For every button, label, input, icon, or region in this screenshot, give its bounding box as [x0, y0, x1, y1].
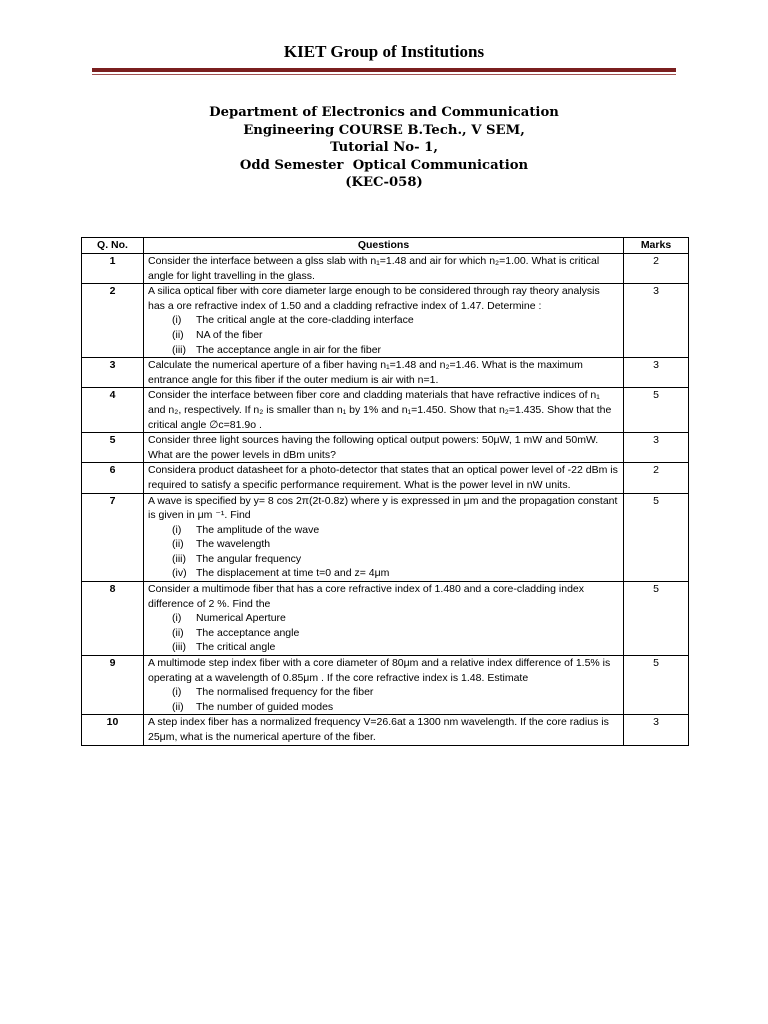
question-text: Consider a multimode fiber that has a core refractive index of 1.480 and a core-cladding index difference of 2 %. Find the [148, 583, 584, 610]
table-row [82, 433, 689, 463]
sub-question-number: (i) [172, 523, 182, 536]
question-marks: 5 [624, 493, 689, 582]
question-marks: 3 [624, 433, 689, 463]
sub-question [148, 313, 619, 328]
table-row [82, 656, 689, 715]
table-row [82, 493, 689, 582]
sub-question [148, 700, 619, 715]
question-number: 5 [82, 433, 144, 463]
question-marks: 5 [624, 388, 689, 433]
question-cell [144, 358, 624, 388]
question-marks: 5 [624, 656, 689, 715]
question-marks: 3 [624, 715, 689, 745]
question-number: 4 [82, 388, 144, 433]
questions-table [81, 237, 689, 746]
sub-question [148, 626, 619, 641]
sub-question-number: (iii) [172, 552, 186, 565]
question-number: 6 [82, 463, 144, 493]
sub-question-text: The acceptance angle in air for the fiber [196, 343, 382, 356]
sub-question-number: (iii) [172, 641, 186, 654]
sub-question-text: The amplitude of the wave [196, 523, 320, 536]
sub-question-number: (ii) [172, 538, 184, 551]
institute-name: KIET Group of Institutions [283, 42, 485, 61]
question-text: Considera product datasheet for a photo-detector that states that an optical power level of -22 dBm is required to satisfy a specific performance requirement. What is the power level in nW units. [148, 464, 618, 491]
question-cell [144, 254, 624, 284]
table-header-row [82, 238, 689, 254]
sub-question-number: (ii) [172, 328, 184, 341]
sub-question [148, 537, 619, 552]
tutorial-heading [0, 104, 768, 192]
question-text: A multimode step index fiber with a core diameter of 80μm and a relative index difference of 1.5% is operating at a wavelength of 0.85μm . If the core refractive index is 1.48. Estimate [148, 657, 611, 684]
heading-line-department: Department of Electronics and Communication [209, 105, 559, 120]
sub-question-number: (i) [172, 314, 182, 327]
sub-question-number: (iii) [172, 343, 186, 356]
question-text: A step index fiber has a normalized frequency V=26.6at a 1300 nm wavelength. If the core radius is 25μm, what is the numerical aperture of the fiber. [148, 716, 609, 743]
sub-question [148, 640, 619, 655]
column-header-qno: Q. No. [82, 238, 144, 254]
sub-question [148, 611, 619, 626]
question-cell [144, 433, 624, 463]
sub-question-text: The acceptance angle [196, 626, 300, 639]
questions-table-body [82, 254, 689, 746]
header-rule [92, 68, 676, 72]
question-number: 8 [82, 582, 144, 656]
sub-question-text: The displacement at time t=0 and z= 4μm [196, 567, 390, 580]
question-marks: 3 [624, 358, 689, 388]
sub-question-number: (ii) [172, 700, 184, 713]
sub-question [148, 523, 619, 538]
question-number: 1 [82, 254, 144, 284]
sub-question-text: NA of the fiber [196, 328, 263, 341]
question-number: 3 [82, 358, 144, 388]
question-number: 10 [82, 715, 144, 745]
table-row [82, 582, 689, 656]
sub-question [148, 685, 619, 700]
question-cell [144, 715, 624, 745]
question-text: Consider the interface between a glss slab with n₁=1.48 and air for which n₂=1.00. What is critical angle for light travelling in the glass. [148, 255, 600, 282]
question-marks: 2 [624, 463, 689, 493]
column-header-marks: Marks [624, 238, 689, 254]
sub-question-text: The critical angle [196, 641, 276, 654]
sub-question-number: (i) [172, 686, 182, 699]
question-cell [144, 582, 624, 656]
question-cell [144, 493, 624, 582]
sub-question [148, 566, 619, 581]
sub-question [148, 343, 619, 358]
sub-question-number: (iv) [172, 567, 187, 580]
sub-question-number: (i) [172, 612, 182, 625]
question-cell [144, 656, 624, 715]
sub-question-text: The critical angle at the core-cladding interface [196, 314, 414, 327]
question-marks: 3 [624, 284, 689, 358]
table-row [82, 358, 689, 388]
sub-question-text: The wavelength [196, 538, 271, 551]
sub-question [148, 328, 619, 343]
column-header-questions: Questions [144, 238, 624, 254]
table-row [82, 463, 689, 493]
question-number: 7 [82, 493, 144, 582]
question-cell [144, 284, 624, 358]
table-row [82, 284, 689, 358]
question-cell [144, 388, 624, 433]
question-cell [144, 463, 624, 493]
question-text: A silica optical fiber with core diameter large enough to be considered through ray theory analysis has a ore refractive index of 1.50 and a cladding refractive index of 1.47. Determine : [148, 285, 600, 312]
sub-question-number: (ii) [172, 626, 184, 639]
question-marks: 5 [624, 582, 689, 656]
heading-line-semester-subject: Odd Semester Optical Communication [239, 157, 529, 173]
question-text: Consider three light sources having the following optical output powers: 50μW, 1 mW and 50mW. What are the power levels in dBm units? [148, 434, 599, 461]
question-text: A wave is specified by y= 8 cos 2π(2t-0.8z) where y is expressed in μm and the propagation constant is given in μm ⁻¹. Find [148, 494, 618, 522]
question-number: 2 [82, 284, 144, 358]
heading-line-course: Engineering COURSE B.Tech., V SEM, [243, 122, 525, 138]
question-text: Consider the interface between fiber core and cladding materials that have refractive indices of n₁ and n₂, respectively. If n₂ is smaller than n₁ by 1% and n₁=1.450. Show that n₂=1.435. Show that the critical angle ∅ᴄ=81.9o . [148, 389, 612, 431]
sub-question-text: The normalised frequency for the fiber [196, 686, 374, 699]
table-row [82, 388, 689, 433]
sub-question-text: The angular frequency [196, 552, 302, 565]
question-number: 9 [82, 656, 144, 715]
heading-line-tutorial-no: Tutorial No- 1, [330, 140, 438, 156]
header-rule-thin [92, 74, 676, 75]
sub-question-text: The number of guided modes [196, 700, 334, 713]
table-row [82, 254, 689, 284]
sub-question [148, 552, 619, 567]
question-marks: 2 [624, 254, 689, 284]
table-row [82, 715, 689, 745]
question-text: Calculate the numerical aperture of a fiber having n₁=1.48 and n₂=1.46. What is the maximum entrance angle for this fiber if the outer medium is air with n=1. [148, 359, 583, 386]
sub-question-text: Numerical Aperture [196, 612, 286, 625]
heading-line-course-code: (KEC-058) [345, 175, 423, 191]
